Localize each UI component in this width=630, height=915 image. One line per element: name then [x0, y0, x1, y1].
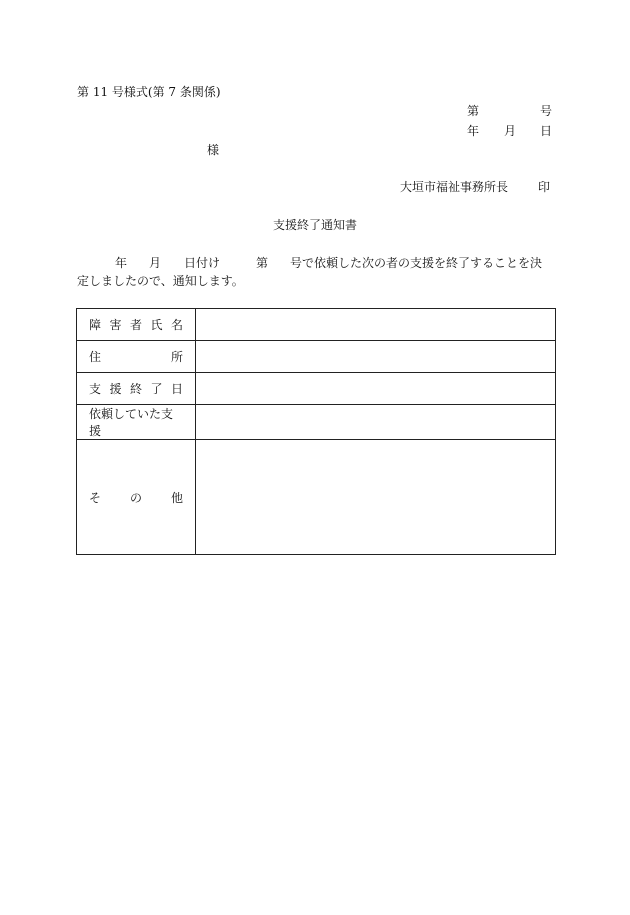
issuer-seal-mark: 印 — [538, 180, 551, 194]
document-number-suffix: 号 — [540, 104, 553, 118]
table-row-other — [77, 440, 556, 555]
label-char: 所 — [170, 350, 183, 364]
label-char: 障 — [89, 318, 102, 332]
label-char: 援 — [109, 382, 122, 396]
label-char: 日 — [170, 382, 183, 396]
body-number-prefix: 第 — [256, 256, 269, 270]
recipient-info-table — [76, 308, 556, 555]
value-address[interactable] — [196, 341, 556, 373]
label-char: 者 — [129, 318, 142, 332]
label-char: 他 — [170, 490, 183, 505]
label-char: 了 — [150, 382, 163, 396]
value-other[interactable] — [196, 440, 556, 555]
body-text-line2: 定しましたので、通知します。 — [77, 274, 244, 288]
label-char: 氏 — [150, 318, 163, 332]
body-text-line1: 号で依頼した次の者の支援を終了することを決 — [290, 256, 543, 270]
label-char: 支 — [89, 382, 102, 396]
form-number: 第 11 号様式(第 7 条関係) — [77, 85, 221, 99]
label-other — [77, 440, 196, 555]
label-char: 害 — [109, 318, 122, 332]
value-person-name[interactable] — [196, 309, 556, 341]
table-row-address — [77, 341, 556, 373]
label-address — [77, 341, 196, 373]
label-end-date — [77, 373, 196, 405]
document-title: 支援終了通知書 — [272, 218, 357, 232]
label-person-name — [77, 309, 196, 341]
issue-date-month-label: 月 — [504, 124, 517, 138]
label-char: の — [129, 490, 142, 505]
label-requested-support: 依頼していた支援 — [77, 405, 196, 440]
table-row-requested-support — [77, 405, 556, 440]
addressee-honorific: 様 — [207, 143, 220, 157]
value-end-date[interactable] — [196, 373, 556, 405]
document-number-prefix: 第 — [467, 104, 480, 118]
body-month-label: 月 — [149, 256, 162, 270]
label-char: 終 — [129, 382, 142, 396]
table-row-end-date — [77, 373, 556, 405]
issue-date-day-label: 日 — [540, 124, 553, 138]
label-char: 住 — [89, 350, 102, 364]
label-char: 名 — [170, 318, 183, 332]
value-requested-support[interactable] — [196, 405, 556, 440]
table-row-person-name — [77, 309, 556, 341]
issuer-name: 大垣市福祉事務所長 — [400, 180, 509, 194]
issue-date-year-label: 年 — [467, 124, 480, 138]
body-day-label: 日付け — [184, 256, 221, 270]
body-year-label: 年 — [115, 256, 128, 270]
label-char: そ — [89, 490, 102, 505]
